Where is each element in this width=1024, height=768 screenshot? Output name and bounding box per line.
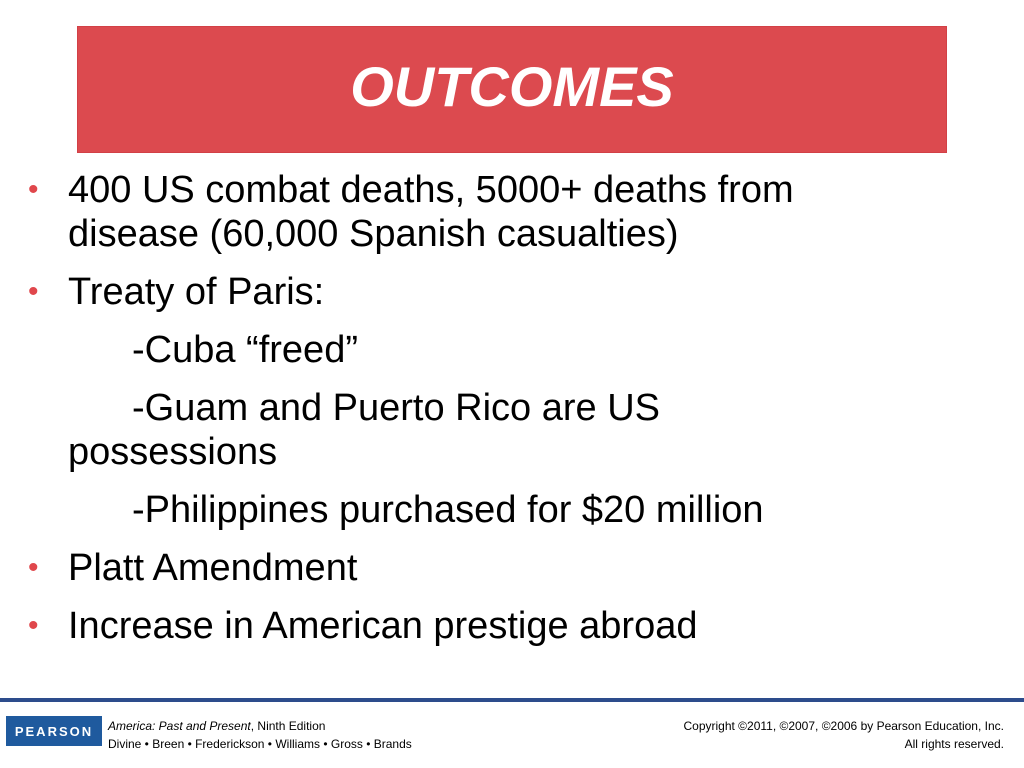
footer-divider	[0, 698, 1024, 702]
bullet-marker: •	[28, 275, 39, 308]
bullet-line	[24, 546, 984, 590]
bullet-line	[24, 168, 984, 212]
sub-item	[24, 386, 984, 474]
bullet-text: Treaty of Paris:	[68, 271, 325, 313]
book-title: America: Past and Present	[108, 719, 251, 733]
bullet-item	[24, 270, 984, 314]
footer-copyright	[683, 717, 1004, 753]
bullet-item	[24, 546, 984, 590]
bullet-text: -Cuba “freed”	[132, 329, 358, 371]
bullet-text: -Philippines purchased for $20 million	[132, 489, 764, 531]
bullet-text: disease (60,000 Spanish casualties)	[68, 213, 679, 255]
bullet-line	[24, 386, 984, 430]
bullet-line	[24, 328, 984, 372]
slide-title: OUTCOMES	[350, 55, 674, 118]
bullet-line	[24, 604, 984, 648]
bullet-marker: •	[28, 173, 39, 206]
rights-text: All rights reserved.	[904, 737, 1004, 751]
book-authors: Divine • Breen • Frederickson • Williams • Gross • Brands	[108, 737, 412, 751]
bullet-list	[24, 168, 984, 648]
bullet-line	[24, 212, 984, 256]
bullet-line	[24, 488, 984, 532]
pearson-logo: PEARSON	[6, 716, 102, 746]
bullet-line	[24, 270, 984, 314]
bullet-item	[24, 604, 984, 648]
bullet-text: Platt Amendment	[68, 547, 358, 589]
bullet-text: Increase in American prestige abroad	[68, 605, 698, 647]
bullet-marker: •	[28, 609, 39, 642]
sub-item	[24, 488, 984, 532]
title-banner	[77, 26, 947, 153]
bullet-text: 400 US combat deaths, 5000+ deaths from	[68, 169, 794, 211]
sub-item	[24, 328, 984, 372]
bullet-marker: •	[28, 551, 39, 584]
bullet-line	[24, 430, 984, 474]
bullet-item	[24, 168, 984, 256]
bullet-text-continued: possessions	[68, 431, 278, 473]
copyright-text: Copyright ©2011, ©2007, ©2006 by Pearson Education, Inc.	[683, 719, 1004, 733]
bullet-text: -Guam and Puerto Rico are US	[132, 387, 661, 429]
footer-citation	[108, 717, 412, 753]
book-edition: , Ninth Edition	[250, 719, 326, 733]
